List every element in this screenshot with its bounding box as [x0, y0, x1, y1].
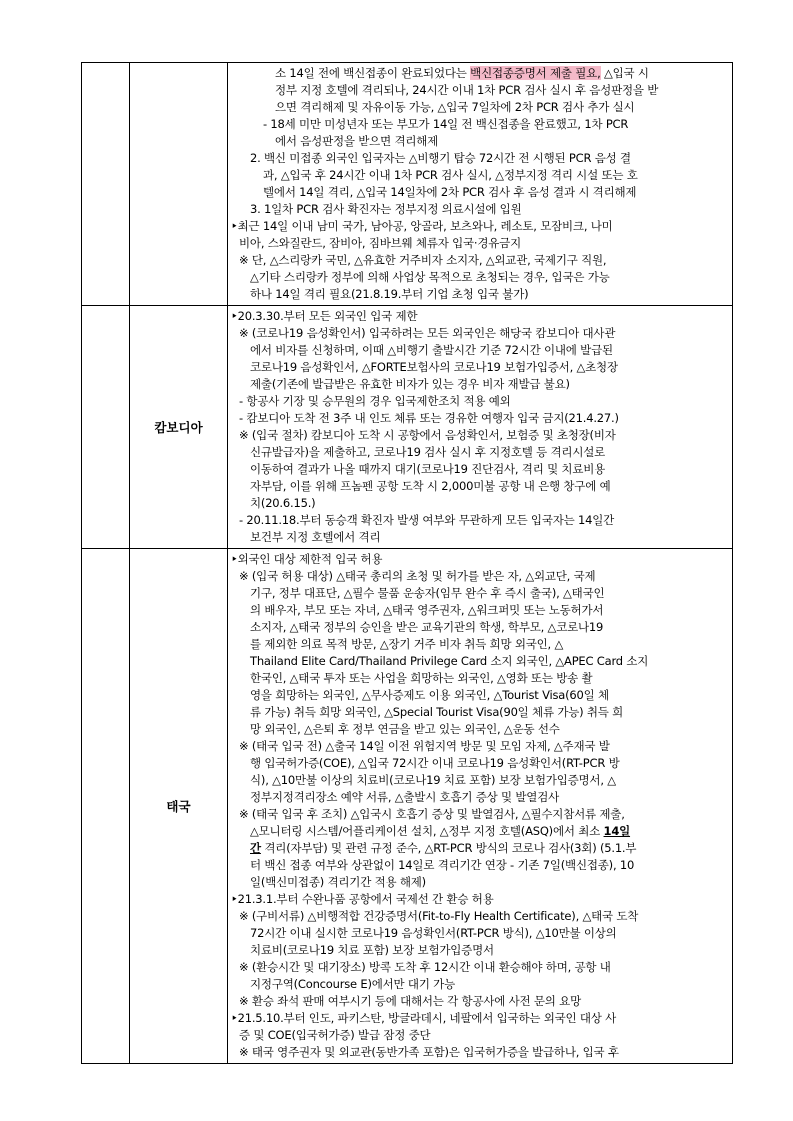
text-line [231, 942, 726, 959]
text-line [231, 65, 726, 82]
text-span: 제출(기존에 발급받은 유효한 비자가 있는 경우 비자 재발급 불요) [250, 377, 570, 391]
text-span: 소지자, △태국 정부의 승인을 받은 교육기관의 학생, 학부모, △코로나19 [250, 620, 604, 634]
text-line [231, 461, 726, 478]
text-line [231, 218, 726, 235]
text-span: 치료비(코로나19 치료 포함) 보장 보험가입증명서 [250, 943, 494, 957]
text-line [231, 772, 726, 789]
text-span: 72시간 이내 실시한 코로나19 음성확인서(RT-PCR 방식), △10만불 이상의 [250, 926, 617, 940]
text-span: 이동하여 결과가 나올 때까지 대기(코로나19 진단검사, 격리 및 치료비용 [250, 462, 606, 476]
text-span: 기구, 정부 대표단, △필수 물품 운송자(임무 완수 후 즉시 출국), △태국인 [250, 586, 605, 600]
text-span: 신규발급자)을 제출하고, 코로나19 검사 실시 후 지정호텔 등 격리시설로 [250, 445, 606, 459]
text-line [231, 721, 726, 738]
text-span: 보건부 지정 호텔에서 격리 [250, 530, 381, 544]
text-line [231, 252, 726, 269]
text-span: - 캄보디아 도착 전 3주 내 인도 체류 또는 경유한 여행자 입국 금지(21.4.27.) [239, 411, 619, 425]
text-span: ※ 단, △스리랑카 국민, △유효한 거주비자 소지자, △외교관, 국제기구 직원, [239, 253, 607, 267]
content-cell [228, 306, 733, 549]
text-line [231, 359, 726, 376]
text-span: 텔에서 14일 격리, △입국 14일차에 2차 PCR 검사 후 음성 결과 시 격리해제 [263, 185, 637, 199]
text-line [231, 342, 726, 359]
text-line [231, 82, 726, 99]
text-line [231, 568, 726, 585]
index-cell [82, 63, 130, 306]
text-span: ※ (입국 허용 대상) △태국 총리의 초청 및 허가를 받은 자, △외교단, 국제 [239, 569, 596, 583]
text-line [231, 427, 726, 444]
text-line [231, 687, 726, 704]
text-span: 망 외국인, △은퇴 후 정부 연금을 받고 있는 외국인, △운동 선수 [250, 722, 560, 736]
text-span: 식), △10만불 이상의 치료비(코로나19 치료 포함) 보장 보험가입증명서, △ [250, 773, 616, 787]
text-line [231, 393, 726, 410]
text-span: ※ (입국 절차) 캄보디아 도착 시 공항에서 음성확인서, 보험증 및 초청장(비자 [239, 428, 616, 442]
highlighted-text: 백신접종증명서 제출 필요, [470, 66, 601, 80]
text-line [231, 478, 726, 495]
text-span: 지정구역(Concourse E)에서만 대기 가능 [250, 977, 455, 991]
text-line [231, 1044, 726, 1061]
text-span: 의 배우자, 부모 또는 자녀, △태국 영주권자, △워크퍼밋 또는 노동허가서 [250, 603, 604, 617]
text-line [231, 925, 726, 942]
text-span: 영을 희망하는 외국인, △무사증제도 이용 외국인, △Tourist Visa(60일 체 [250, 688, 609, 702]
text-line [231, 857, 726, 874]
text-span: 3. 1일차 PCR 검사 확진자는 정부지정 의료시설에 입원 [250, 202, 522, 216]
text-span: 정부 지정 호텔에 격리되나, 24시간 이내 1차 PCR 검사 실시 후 음성판정을 받 [275, 83, 659, 97]
text-line [231, 585, 726, 602]
text-line [231, 116, 726, 133]
text-span: 2. 백신 미접종 외국인 입국자는 △비행기 탑승 72시간 전 시행된 PCR 음성 결 [250, 151, 631, 165]
text-span: 비아, 스와질란드, 잠비아, 짐바브웨 체류자 입국·경유금지 [239, 236, 522, 250]
text-line [231, 286, 726, 303]
text-span: 한국인, △태국 투자 또는 사업을 희망하는 외국인, △영화 또는 방송 촬 [250, 671, 593, 685]
text-span: ‣21.3.1.부터 수완나품 공항에서 국제선 간 환승 허용 [231, 892, 494, 906]
text-line [231, 495, 726, 512]
text-line [231, 201, 726, 218]
text-line [231, 99, 726, 116]
text-span: 치(20.6.15.) [250, 496, 316, 510]
text-span: 격리(자부담) 및 관련 규정 준수, △RT-PCR 방식의 코로나 검사(3회) (5.1.부 [260, 841, 637, 855]
text-span: 를 제외한 의료 목적 방문, △장기 거주 비자 취득 희망 외국인, △ [250, 637, 564, 651]
country-name: 캄보디아 [154, 420, 203, 435]
text-line [231, 840, 726, 857]
text-span: △기타 스리랑카 정부에 의해 사업상 목적으로 초청되는 경우, 입국은 가능 [250, 270, 610, 284]
country-cell [130, 63, 228, 306]
text-span: 정부지정격리장소 예약 서류, △출발시 호흡기 증상 및 발열검사 [250, 790, 560, 804]
country-cell [130, 549, 228, 1064]
text-span: △모니터링 시스템/어플리케이션 설치, △정부 지정 호텔(ASQ)에서 최소 [250, 824, 604, 838]
text-span: - 항공사 기장 및 승무원의 경우 입국제한조치 적용 예외 [239, 394, 511, 408]
text-span: 으면 격리해제 및 자유이동 가능, △입국 7일차에 2차 PCR 검사 추가 실시 [275, 100, 635, 114]
text-span: 소 14일 전에 백신접종이 완료되었다는 [275, 66, 471, 80]
text-line [231, 874, 726, 891]
text-line [231, 619, 726, 636]
text-span: 코로나19 음성확인서, △FORTE보험사의 코로나19 보험가입증서, △초청장 [250, 360, 618, 374]
text-line [231, 167, 726, 184]
text-line [231, 976, 726, 993]
text-span: ‣최근 14일 이내 남미 국가, 남아공, 앙골라, 보츠와나, 레소토, 모잠비크, 나미 [231, 219, 613, 233]
emphasized-text: 14일 [603, 824, 631, 838]
text-line [231, 235, 726, 252]
text-span: ※ (구비서류) △비행적합 건강증명서(Fit-to-Fly Health Certificate), △태국 도착 [239, 909, 639, 923]
content-cell [228, 63, 733, 306]
text-line [231, 908, 726, 925]
text-line [231, 308, 726, 325]
text-line [231, 755, 726, 772]
text-span: 에서 비자를 신청하며, 이때 △비행기 출발시간 기준 72시간 이내에 발급된 [250, 343, 613, 357]
text-line [231, 891, 726, 908]
table-row [82, 306, 733, 549]
text-line [231, 653, 726, 670]
text-line [231, 410, 726, 427]
text-line [231, 1010, 726, 1027]
text-span: ※ (태국 입국 후 조치) △입국시 호흡기 증상 및 발열검사, △필수지참서류 제출, [239, 807, 625, 821]
text-span: 자부담, 이를 위해 프놈펜 공항 도착 시 2,000미불 공항 내 은행 창구에 예 [250, 479, 611, 493]
text-span: ‣20.3.30.부터 모든 외국인 입국 제한 [231, 309, 418, 323]
text-line [231, 529, 726, 546]
text-line [231, 959, 726, 976]
text-span: ‣외국인 대상 제한적 입국 허용 [231, 552, 383, 566]
index-cell [82, 549, 130, 1064]
table-row [82, 63, 733, 306]
text-span: ※ (코로나19 음성확인서) 입국하려는 모든 외국인은 해당국 캄보디아 대사관 [239, 326, 616, 340]
text-span: ※ (태국 입국 전) △출국 14일 이전 위험지역 방문 및 모임 자제, △주재국 발 [239, 739, 610, 753]
text-span: ※ (환승시간 및 대기장소) 방콕 도착 후 12시간 이내 환승해야 하며, 공항 내 [239, 960, 611, 974]
text-span: ※ 태국 영주권자 및 외교관(동반가족 포함)은 입국허가증을 발급하나, 입국 후 [239, 1045, 619, 1059]
text-line [231, 325, 726, 342]
index-cell [82, 306, 130, 549]
text-span: 증 및 COE(입국허가증) 발급 잠정 중단 [239, 1028, 431, 1042]
text-line [231, 1027, 726, 1044]
text-line [231, 602, 726, 619]
text-line [231, 993, 726, 1010]
text-line [231, 376, 726, 393]
text-span: - 20.11.18.부터 동승객 확진자 발생 여부와 무관하게 모든 입국자는 14일간 [239, 513, 615, 527]
table-row [82, 549, 733, 1064]
text-line [231, 789, 726, 806]
text-span: △입국 시 [600, 66, 649, 80]
text-span: 에서 음성판정을 받으면 격리해제 [275, 134, 439, 148]
text-line [231, 512, 726, 529]
text-span: - 18세 미만 미성년자 또는 부모가 14일 전 백신접종을 완료했고, 1차 PCR [263, 117, 629, 131]
text-line [231, 704, 726, 721]
text-span: 하나 14일 격리 필요(21.8.19.부터 기업 초청 입국 불가) [250, 287, 529, 301]
country-name: 태국 [166, 799, 191, 814]
text-span: 과, △입국 후 24시간 이내 1차 PCR 검사 실시, △정부지정 격리 시설 또는 호 [263, 168, 638, 182]
emphasized-text: 간 [250, 841, 261, 855]
text-line [231, 738, 726, 755]
country-cell [130, 306, 228, 549]
document-table [81, 62, 733, 1064]
text-span: ‣21.5.10.부터 인도, 파키스탄, 방글라데시, 네팔에서 입국하는 외국인 대상 사 [231, 1011, 617, 1025]
text-line [231, 184, 726, 201]
content-cell [228, 549, 733, 1064]
text-span: 일(백신미접종) 격리기간 적용 해제) [250, 875, 426, 889]
text-line [231, 150, 726, 167]
text-line [231, 823, 726, 840]
text-span: ※ 환승 좌석 판매 여부시기 등에 대해서는 각 항공사에 사전 문의 요망 [239, 994, 581, 1008]
text-span: 류 가능) 취득 희망 외국인, △Special Tourist Visa(90일 체류 가능) 취득 희 [250, 705, 624, 719]
text-line [231, 636, 726, 653]
text-span: 터 백신 접종 여부와 상관없이 14일로 격리기간 연장 - 기존 7일(백신접종), 10 [250, 858, 635, 872]
text-line [231, 133, 726, 150]
text-line [231, 551, 726, 568]
text-span: 행 입국허가증(COE), △입국 72시간 이내 코로나19 음성확인서(RT-PCR 방 [250, 756, 620, 770]
text-span: Thailand Elite Card/Thailand Privilege Card 소지 외국인, △APEC Card 소지 [250, 654, 649, 668]
text-line [231, 806, 726, 823]
text-line [231, 444, 726, 461]
text-line [231, 269, 726, 286]
text-line [231, 670, 726, 687]
